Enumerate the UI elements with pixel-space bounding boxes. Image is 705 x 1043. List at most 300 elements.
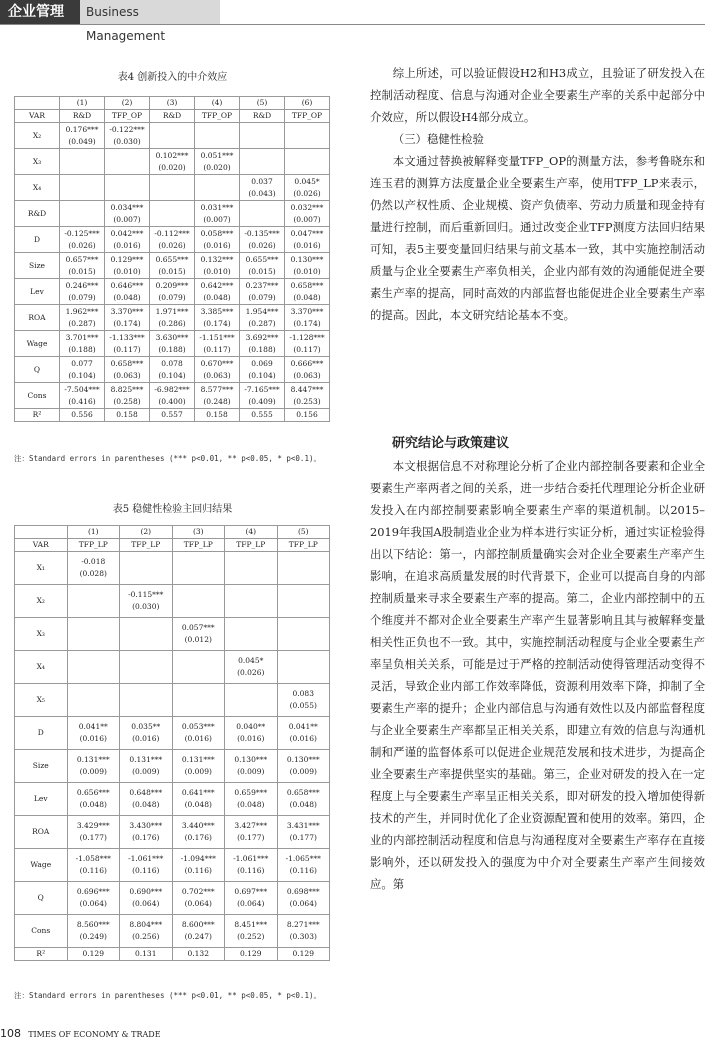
std-error: (0.026) [158,240,186,250]
coefficient: 3.430*** [129,821,163,830]
coefficient: 0.131*** [76,755,110,764]
coefficient: 0.697*** [234,887,268,896]
body-text-bottom [370,455,705,895]
coef-cell [150,123,195,149]
coef-cell [120,717,173,750]
coefficient: 0.031*** [200,202,234,212]
std-error: (0.030) [113,136,141,146]
coefficient: -1.094*** [180,854,216,863]
std-error: (0.016) [132,734,160,743]
coef-cell [240,123,285,149]
coef-cell [225,684,278,717]
coefficient: 8.271*** [286,920,320,929]
coefficient: 0.131*** [129,755,163,764]
var-name: Cons [15,383,60,409]
std-error: (0.253) [293,396,321,406]
std-error: (0.416) [68,396,96,406]
std-error: (0.287) [68,318,96,328]
std-error: (0.063) [113,370,141,380]
std-error: (0.009) [289,767,317,776]
coef-cell [105,175,150,201]
coef-cell [225,915,278,948]
std-error: (0.026) [237,668,265,677]
var-name: Size [15,253,60,279]
var-name: X₂ [15,123,60,149]
coef-cell [150,227,195,253]
table4-caption: 表4 创新投入的中介效应 [117,72,228,83]
coef-cell [240,383,285,409]
std-error: (0.007) [203,214,231,224]
table-row [15,175,330,201]
std-error: (0.063) [293,370,321,380]
coef-cell [105,149,150,175]
coefficient: 3.370*** [290,306,324,316]
coef-cell [285,331,330,357]
coefficient: 1.954*** [245,306,279,316]
dependent-var: R&D [240,110,285,123]
table-row [15,717,330,750]
coefficient: 0.670*** [200,358,234,368]
column-number: (3) [172,526,225,539]
coefficient: 0.690*** [129,887,163,896]
coef-cell [285,201,330,227]
coef-cell [105,201,150,227]
coef-cell [277,882,330,915]
var-name: Wage [15,849,68,882]
coefficient: 0.237*** [245,280,279,290]
coefficient: 0.698*** [286,887,320,896]
std-error: (0.177) [79,833,107,842]
coef-cell [240,305,285,331]
coef-cell [225,816,278,849]
std-error: (0.016) [237,734,265,743]
std-error: (0.030) [132,602,160,611]
coefficient: -6.982*** [154,384,190,394]
page-footer [0,1027,161,1040]
table5 [14,525,330,961]
std-error: (0.177) [289,833,317,842]
coefficient: 8.600*** [181,920,215,929]
coef-cell [105,253,150,279]
coef-cell [150,175,195,201]
coef-cell [277,915,330,948]
std-error: (0.048) [132,800,160,809]
header-row [15,97,330,110]
table4-note: 注：Standard errors in parentheses (*** p<0.01, ** p<0.05, * p<0.1)。 [14,454,321,463]
coefficient: 3.701*** [65,332,99,342]
std-error: (0.007) [293,214,321,224]
coef-cell [240,175,285,201]
table-row [15,357,330,383]
coefficient: 0.132*** [200,254,234,264]
coef-cell [120,750,173,783]
paragraph: 本文根据信息不对称理论分析了企业内部控制各要素和企业全要素生产率两者之间的关系，进一步结合委托代理理论分析企业研发投入在内部控制要素影响全要素生产率的渠道机制。以2015–2019年我国A股制造业企业为样本进行实证分析，通过实证检验得出以下结论：第一，内部控制质量确实会对企业全要素生产率产生影响，在追求高质量发展的时代背景下，企业可以提高自身的内部控制质量来寻求全要素生产率的提高。第二，企业内部控制中的五个维度并不都对企业全要素生产率产生显著影响且其与被解释变量相关性正负也不一致。其中，实施控制活动程度与企业全要素生产率呈负相关关系，可能是过于严格的控制活动使得管理活动变得不灵活，导致企业内部工作效率降低，资源利用效率下降，抑制了全要素生产率的提升；企业内部信息与沟通有效性以及内部监督程度与企业全要素生产率都呈正相关关系，即建立有效的信息与沟通机制和严谨的监督体系可以促进企业规范发展和技术进步，为提高企业全要素生产率提供坚实的基础。第三，企业对研发的投入在一定程度上与全要素生产率呈正相关关系，即对研发的投入增加使得新技术的产生，并同时优化了企业资源配置和使用的效率。第四，企业的内部控制活动程度和信息与沟通程度对全要素生产率存在直接影响外，还以研发投入的强度为中介对全要素生产率产生间接效应。第 [370,459,705,891]
coefficient: 0.656*** [76,788,110,797]
std-error: (0.116) [184,866,212,875]
coef-cell [277,651,330,684]
column-number: (1) [60,97,105,110]
std-error: (0.048) [113,292,141,302]
coef-cell [67,750,120,783]
r2-value: 0.555 [240,409,285,422]
coef-cell [150,201,195,227]
section-tag: 企业管理 [0,0,80,24]
var-name: D [15,717,68,750]
journal-name: TIMES OF ECONOMY & TRADE [28,1030,161,1039]
coef-cell [150,331,195,357]
coef-cell [60,149,105,175]
r2-row [15,948,330,961]
coef-cell [67,552,120,585]
coef-cell [67,717,120,750]
std-error: (0.079) [68,292,96,302]
table-row [15,651,330,684]
std-error: (0.010) [113,266,141,276]
coef-cell [225,651,278,684]
coef-cell [225,882,278,915]
coefficient: -1.128*** [289,332,325,342]
coefficient: -1.058*** [75,854,111,863]
coefficient: 3.427*** [234,821,268,830]
coef-cell [120,849,173,882]
coef-cell [285,123,330,149]
coefficient: -0.135*** [244,228,280,238]
coef-cell [172,783,225,816]
table-row [15,331,330,357]
r2-value: 0.158 [195,409,240,422]
std-error: (0.116) [237,866,265,875]
coefficient: 8.447*** [290,384,324,394]
std-error: (0.079) [248,292,276,302]
coef-cell [285,253,330,279]
table-row [15,816,330,849]
coefficient: 3.370*** [110,306,144,316]
coefficient: 0.035** [131,722,161,731]
coefficient: 0.646*** [110,280,144,290]
std-error: (0.104) [248,370,276,380]
coefficient: -1.151*** [199,332,235,342]
coefficient: 8.577*** [200,384,234,394]
coefficient: 0.045* [294,176,320,186]
coefficient: 0.078 [161,358,183,368]
coefficient: 0.658*** [286,788,320,797]
std-error: (0.174) [293,318,321,328]
std-error: (0.048) [237,800,265,809]
var-name: Q [15,882,68,915]
header-row [15,110,330,123]
column-number: (6) [285,97,330,110]
table-row [15,618,330,651]
coef-cell [225,849,278,882]
coef-cell [285,227,330,253]
coef-cell [195,357,240,383]
std-error: (0.010) [203,266,231,276]
column-number: (4) [225,526,278,539]
var-name: Size [15,750,68,783]
coef-cell [60,175,105,201]
std-error: (0.016) [203,240,231,250]
column-number: (2) [105,97,150,110]
table-row [15,684,330,717]
dependent-var: R&D [60,110,105,123]
coef-cell [67,684,120,717]
table-row [15,253,330,279]
std-error: (0.176) [132,833,160,842]
coef-cell [195,331,240,357]
coefficient: 0.053*** [181,722,215,731]
std-error: (0.012) [184,635,212,644]
corner-cell [15,97,60,110]
r2-value: 0.129 [277,948,330,961]
coef-cell [105,279,150,305]
coefficient: -1.061*** [128,854,164,863]
coef-cell [60,383,105,409]
dependent-var: TFP_LP [120,539,173,552]
std-error: (0.016) [289,734,317,743]
std-error: (0.016) [113,240,141,250]
coef-cell [195,175,240,201]
coefficient: 0.034*** [110,202,144,212]
coefficient: 0.130*** [290,254,324,264]
coefficient: 0.077 [71,358,93,368]
coef-cell [105,305,150,331]
coefficient: 1.962*** [65,306,99,316]
coef-cell [240,149,285,175]
r2-value: 0.158 [105,409,150,422]
coef-cell [225,552,278,585]
coef-cell [120,915,173,948]
coef-cell [150,253,195,279]
coef-cell [150,357,195,383]
coefficient: 0.655*** [245,254,279,264]
coef-cell [105,383,150,409]
coef-cell [120,585,173,618]
coef-cell [277,552,330,585]
dependent-var: TFP_OP [285,110,330,123]
coef-cell [60,357,105,383]
coef-cell [285,383,330,409]
std-error: (0.174) [203,318,231,328]
std-error: (0.116) [79,866,107,875]
std-error: (0.064) [237,899,265,908]
var-header: VAR [15,110,60,123]
std-error: (0.048) [289,800,317,809]
coefficient: 0.648*** [129,788,163,797]
var-name: Wage [15,331,60,357]
subheading: （三）稳健性检验 [392,132,484,146]
coef-cell [195,123,240,149]
std-error: (0.064) [132,899,160,908]
coef-cell [277,684,330,717]
coef-cell [60,305,105,331]
coef-cell [172,849,225,882]
coefficient: 0.176*** [65,124,99,134]
std-error: (0.188) [68,344,96,354]
dependent-var: TFP_OP [105,110,150,123]
std-error: (0.116) [289,866,317,875]
coefficient: 3.440*** [181,821,215,830]
var-name: R&D [15,201,60,227]
var-name: X₄ [15,651,68,684]
std-error: (0.026) [293,188,321,198]
var-name: X₄ [15,175,60,201]
coef-cell [67,816,120,849]
table-row [15,305,330,331]
std-error: (0.079) [158,292,186,302]
coefficient: 0.130*** [286,755,320,764]
coefficient: 0.040** [236,722,266,731]
coef-cell [105,357,150,383]
coefficient: 0.641*** [181,788,215,797]
coefficient: 3.431*** [286,821,320,830]
column-number: (4) [195,97,240,110]
coefficient: 3.630*** [155,332,189,342]
std-error: (0.176) [184,833,212,842]
std-error: (0.015) [248,266,276,276]
coef-cell [120,816,173,849]
coefficient: -7.504*** [64,384,100,394]
coefficient: -1.133*** [109,332,145,342]
std-error: (0.174) [113,318,141,328]
std-error: (0.188) [248,344,276,354]
coefficient: 0.047*** [290,228,324,238]
coef-cell [277,585,330,618]
coef-cell [172,915,225,948]
coef-cell [172,684,225,717]
body-text-top [370,62,705,326]
coef-cell [172,750,225,783]
coef-cell [150,383,195,409]
std-error: (0.104) [68,370,96,380]
column-number: (2) [120,526,173,539]
std-error: (0.063) [203,370,231,380]
std-error: (0.252) [237,932,265,941]
coefficient: 0.129*** [110,254,144,264]
std-error: (0.020) [203,162,231,172]
coefficient: -0.125*** [64,228,100,238]
coef-cell [60,201,105,227]
dependent-var: TFP_LP [277,539,330,552]
page-number: 108 [0,1027,21,1040]
dependent-var: TFP_OP [195,110,240,123]
r2-row [15,409,330,422]
coef-cell [285,305,330,331]
std-error: (0.049) [68,136,96,146]
coef-cell [240,331,285,357]
std-error: (0.104) [158,370,186,380]
table-row [15,279,330,305]
coefficient: -0.018 [81,557,106,566]
coefficient: 8.804*** [129,920,163,929]
coefficient: 0.246*** [65,280,99,290]
std-error: (0.007) [113,214,141,224]
coef-cell [172,651,225,684]
r2-label: R² [15,948,68,961]
coefficient: 0.659*** [234,788,268,797]
coef-cell [240,253,285,279]
var-name: Cons [15,915,68,948]
var-name: X₁ [15,552,68,585]
var-name: ROA [15,305,60,331]
std-error: (0.303) [289,932,317,941]
var-name: X₂ [15,585,68,618]
coefficient: 0.058*** [200,228,234,238]
var-name: Lev [15,279,60,305]
std-error: (0.188) [158,344,186,354]
coef-cell [150,279,195,305]
std-error: (0.287) [248,318,276,328]
std-error: (0.020) [158,162,186,172]
column-number: (5) [240,97,285,110]
std-error: (0.048) [203,292,231,302]
coef-cell [60,227,105,253]
table-row [15,552,330,585]
std-error: (0.256) [132,932,160,941]
table-row [15,849,330,882]
coef-cell [60,279,105,305]
coefficient: 3.385*** [200,306,234,316]
coefficient: 3.692*** [245,332,279,342]
coef-cell [150,149,195,175]
coefficient: 0.209*** [155,280,189,290]
std-error: (0.043) [248,188,276,198]
coef-cell [120,882,173,915]
std-error: (0.409) [248,396,276,406]
section-heading: 研究结论与政策建议 [392,436,510,451]
std-error: (0.016) [79,734,107,743]
std-error: (0.048) [184,800,212,809]
coef-cell [105,227,150,253]
table-row [15,123,330,149]
corner-cell [15,526,68,539]
coef-cell [195,305,240,331]
dependent-var: TFP_LP [67,539,120,552]
coefficient: 0.658*** [110,358,144,368]
table-row [15,585,330,618]
std-error: (0.055) [289,701,317,710]
r2-label: R² [15,409,60,422]
coef-cell [150,305,195,331]
coefficient: 0.045* [238,656,264,665]
coef-cell [285,279,330,305]
column-number: (3) [150,97,195,110]
coef-cell [240,279,285,305]
std-error: (0.026) [68,240,96,250]
coef-cell [172,717,225,750]
std-error: (0.015) [68,266,96,276]
coef-cell [105,123,150,149]
std-error: (0.048) [293,292,321,302]
coefficient: 0.041** [288,722,318,731]
coef-cell [225,717,278,750]
coef-cell [277,816,330,849]
std-error: (0.048) [79,800,107,809]
table-row [15,750,330,783]
std-error: (0.026) [248,240,276,250]
std-error: (0.009) [237,767,265,776]
coef-cell [67,618,120,651]
r2-value: 0.156 [285,409,330,422]
coefficient: 0.655*** [155,254,189,264]
coef-cell [195,149,240,175]
coefficient: 0.069 [251,358,273,368]
coefficient: -0.112*** [154,228,190,238]
coefficient: 0.102*** [155,150,189,160]
coef-cell [172,816,225,849]
coef-cell [60,253,105,279]
var-name: X₃ [15,149,60,175]
coefficient: 0.041** [78,722,108,731]
